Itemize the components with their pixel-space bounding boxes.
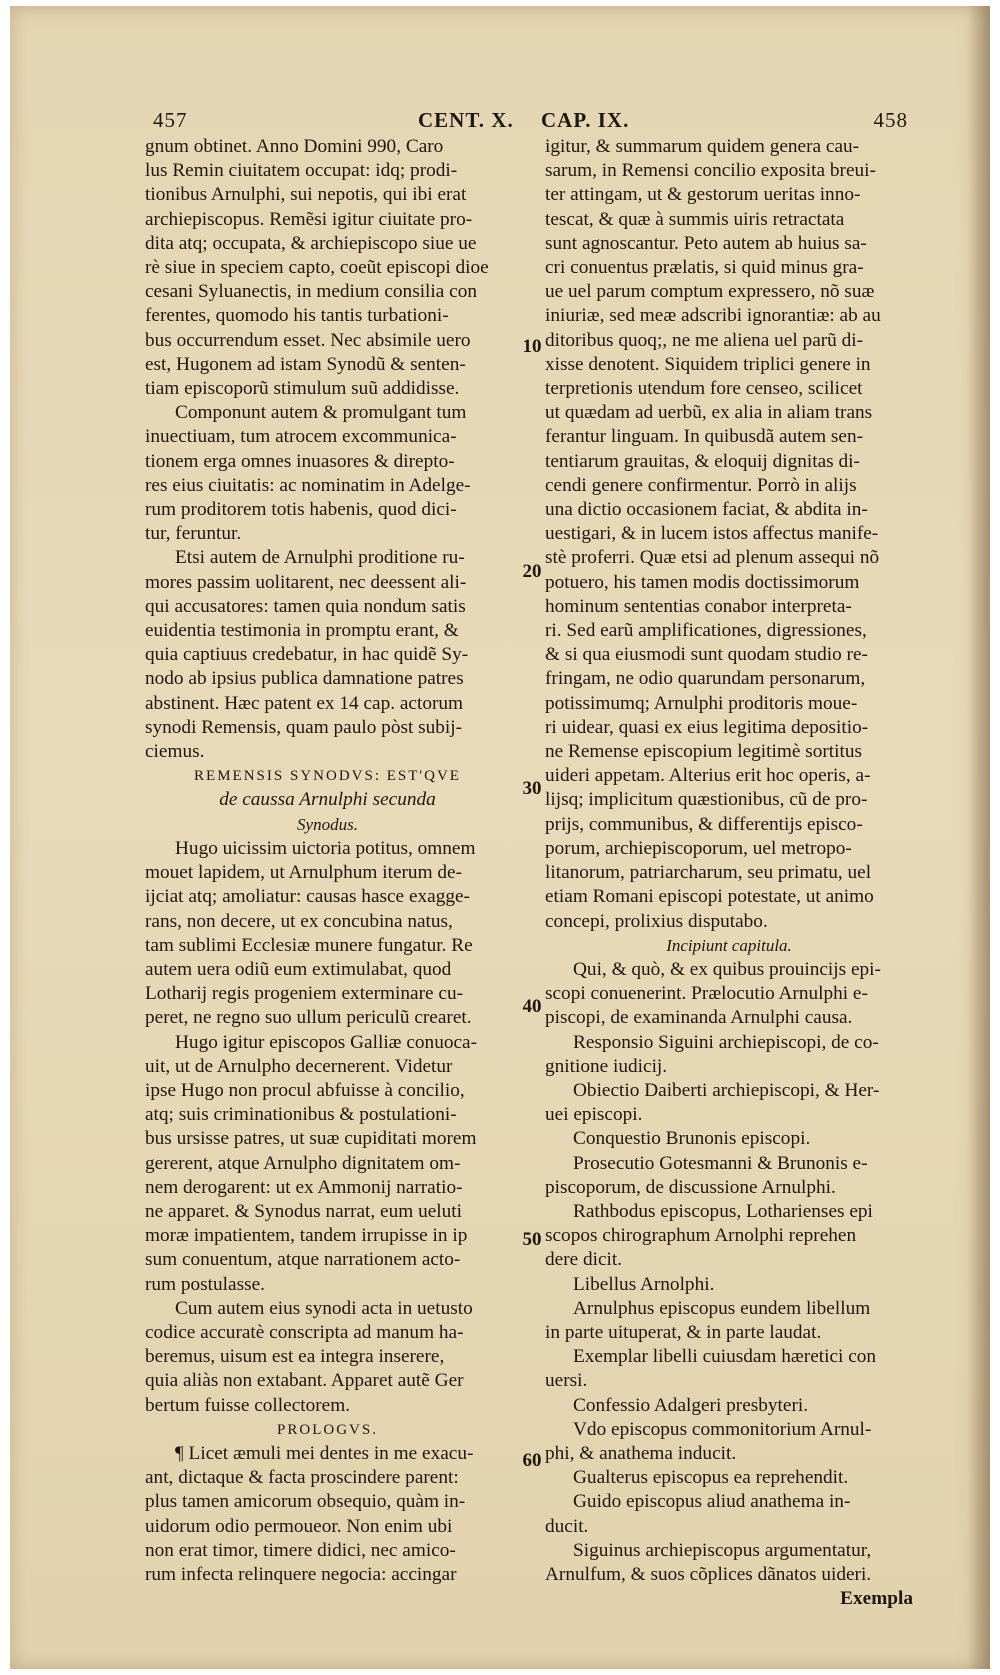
text-line: euidentia testimonia in promptu erant, & bbox=[145, 620, 459, 642]
text-line: uideri appetam. Alterius erit hoc operis, a- bbox=[545, 765, 871, 787]
text-line: & si qua eiusmodi sunt quodam studio re- bbox=[545, 644, 868, 666]
text-line: potissimumq; Arnulphi proditoris moue- bbox=[545, 692, 858, 714]
text-line: xisse denotent. Siquidem triplici genere in bbox=[545, 353, 871, 375]
text-line: ferantur linguam. In quibusdã autem sen- bbox=[545, 426, 864, 448]
text-line: lus Remin ciuitatem occupat: idq; prodi- bbox=[145, 160, 458, 182]
text-line: porum, archiepiscoporum, uel metropo- bbox=[545, 837, 852, 859]
text-line: tam sublimi Ecclesiæ munere fungatur. Re bbox=[145, 934, 473, 956]
text-line: Cum autem eius synodi acta in uetusto bbox=[175, 1297, 473, 1319]
chapter-entry: uei episcopi. bbox=[545, 1104, 643, 1126]
text-line: Etsi autem de Arnulphi proditione ru- bbox=[175, 547, 465, 569]
line-number: 40 bbox=[522, 996, 542, 1017]
chapter-entry: Siguinus archiepiscopus argumentatur, bbox=[573, 1539, 872, 1561]
chapter-entry: piscopi, de examinanda Arnulphi causa. bbox=[545, 1007, 853, 1029]
chapter-entry: scopos chirographum Arnolphi reprehen bbox=[545, 1225, 857, 1247]
text-line: tur, feruntur. bbox=[145, 523, 242, 545]
chapter-entry: Exemplar libelli cuiusdam hæretici con bbox=[573, 1346, 877, 1368]
chapter-entry: Arnulphus episcopus eundem libellum bbox=[573, 1297, 871, 1319]
right-column bbox=[545, 135, 913, 1611]
header-title-right: CAP. IX. bbox=[541, 108, 630, 132]
text-line: stè proferri. Quæ etsi ad plenum assequi nõ bbox=[545, 547, 880, 569]
text-line: Lotharij regis progeniem exterminare cu- bbox=[145, 983, 464, 1005]
text-line: cri conuentus prælatis, si quid minus gra- bbox=[545, 257, 864, 279]
text-line: quia aliàs non extabant. Apparet autẽ Ger bbox=[145, 1370, 464, 1392]
text-line: ne apparet. & Synodus narrat, eum ueluti bbox=[145, 1200, 462, 1222]
text-line: ditoribus quoq;, ne me aliena uel parũ di- bbox=[545, 329, 864, 351]
text-line: bertum fuisse collectorem. bbox=[145, 1394, 351, 1416]
text-line: uidorum odio permoueor. Non enim ubi bbox=[145, 1515, 453, 1537]
text-line: concepi, prolixius disputabo. bbox=[545, 910, 768, 932]
text-line: rum postulasse. bbox=[145, 1273, 265, 1295]
text-line: mores passim uolitarent, nec deessent ali- bbox=[145, 571, 467, 593]
text-line: ijciat atq; amoliatur: causas hasce exagge- bbox=[145, 886, 470, 908]
text-line: quia captiuus credebatur, in hac quidẽ Sy- bbox=[145, 644, 469, 666]
text-line: plus tamen amicorum obsequio, quàm in- bbox=[145, 1491, 466, 1513]
text-line: Hugo igitur episcopos Galliæ conuoca- bbox=[175, 1031, 478, 1053]
chapter-entry: Gualterus episcopus ea reprehendit. bbox=[573, 1467, 849, 1489]
text-line: igitur, & summarum quidem genera cau- bbox=[545, 136, 860, 157]
chapter-entry: Arnulfum, & suos cõplices dãnatos uideri. bbox=[545, 1563, 872, 1585]
chapter-entry: phi, & anathema inducit. bbox=[545, 1442, 737, 1464]
section-heading: REMENSIS SYNODVS: EST'QVE bbox=[194, 768, 461, 785]
text-line: tiam episcoporũ stimulum suũ addidisse. bbox=[145, 378, 460, 400]
text-line: rè siue in speciem capto, coeũt episcopi dioe bbox=[145, 257, 489, 279]
text-line: bus ursisse patres, ut suæ cupiditati morem bbox=[145, 1128, 477, 1150]
text-line: rans, non decere, ut ex concubina natus, bbox=[145, 910, 453, 932]
text-line: cendi genere confirmentur. Porrò in alijs bbox=[545, 474, 857, 496]
text-line: bus occurrendum esset. Nec absimile uero bbox=[145, 329, 471, 351]
text-line: beremus, uisum est ea integra inserere, bbox=[145, 1346, 445, 1368]
running-header bbox=[148, 108, 908, 136]
text-line: litanorum, patriarcharum, seu primatu, uel bbox=[545, 862, 872, 884]
text-line: ciemus. bbox=[145, 741, 205, 763]
text-line: tentiarum grauitas, & eloquij dignitas di- bbox=[545, 450, 860, 472]
text-line: qui accusatores: tamen quia nondum satis bbox=[145, 595, 466, 617]
text-line: cesani Syluanectis, in medium consilia con bbox=[145, 281, 477, 303]
line-number: 50 bbox=[522, 1229, 542, 1250]
text-line: una dictio occasionem faciat, & abdita in- bbox=[545, 499, 868, 521]
text-line: Componunt autem & promulgant tum bbox=[175, 402, 467, 424]
chapter-entry: Responsio Siguini archiepiscopi, de co- bbox=[573, 1031, 879, 1053]
text-line: ri uidear, quasi ex eius legitima depositio- bbox=[545, 716, 869, 738]
text-line: etiam Romani episcopi potestate, ut animo bbox=[545, 886, 874, 908]
text-line: ri. Sed earũ amplificationes, digressiones, bbox=[545, 620, 867, 642]
text-line: non erat timor, timere didici, nec amico- bbox=[145, 1539, 456, 1561]
chapter-entry: Conquestio Brunonis episcopi. bbox=[573, 1128, 811, 1150]
page-number-right: 458 bbox=[873, 108, 908, 132]
text-line: ¶ Licet æmuli mei dentes in me exacu- bbox=[175, 1442, 474, 1464]
chapter-entry: scopi conuenerint. Prælocutio Arnulphi e- bbox=[545, 983, 868, 1005]
text-line: autem uera odiũ eum extimulabat, quod bbox=[145, 958, 452, 980]
text-line: gererent, atque Arnulpho dignitatem om- bbox=[145, 1152, 461, 1174]
text-line: tionem erga omnes inuasores & direpto- bbox=[145, 450, 455, 472]
text-line: ferentes, quomodo his tantis turbationi- bbox=[145, 305, 449, 327]
chapter-entry: uersi. bbox=[545, 1370, 588, 1392]
line-number: 20 bbox=[522, 561, 542, 582]
chapter-entry: in parte uituperat, & in parte laudat. bbox=[545, 1321, 822, 1343]
text-line: tescat, & quæ à summis uiris retractata bbox=[545, 208, 845, 230]
text-line: ut quædam ad uerbũ, ex alia in aliam trans bbox=[545, 402, 873, 424]
text-line: peret, ne regno suo ullum periculũ crearet. bbox=[145, 1007, 472, 1029]
text-line: uestigari, & in lucem istos affectus manife- bbox=[545, 523, 879, 545]
text-line: Hugo uicissim uictoria potitus, omnem bbox=[175, 837, 476, 859]
text-line: res eius ciuitatis: ac nominatim in Adelge- bbox=[145, 474, 471, 496]
text-line: rum proditorem totis habenis, quod dici- bbox=[145, 499, 457, 521]
text-line: abstinent. Hæc patent ex 14 cap. actorum bbox=[145, 692, 464, 714]
text-line: ant, dictaque & facta proscindere parent: bbox=[145, 1467, 459, 1489]
text-line: lijsq; implicitum quæstionibus, cũ de pro- bbox=[545, 789, 868, 811]
text-line: nem derogarent: ut ex Ammonij narratio- bbox=[145, 1176, 463, 1198]
text-line: dita atq; occupata, & archiepiscopo siue ue bbox=[145, 232, 477, 254]
chapter-entry: Guido episcopus aliud anathema in- bbox=[573, 1491, 851, 1513]
line-number: 30 bbox=[522, 778, 542, 799]
text-line: est, Hugonem ad istam Synodũ & senten- bbox=[145, 353, 466, 375]
text-line: iniuriæ, sed meæ adscribi ignorantiæ: ab au bbox=[545, 305, 881, 327]
chapter-entry: Confessio Adalgeri presbyteri. bbox=[573, 1394, 809, 1416]
chapter-entry: dere dicit. bbox=[545, 1249, 623, 1271]
text-line: gnum obtinet. Anno Domini 990, Caro bbox=[145, 136, 444, 157]
line-number: 60 bbox=[522, 1450, 542, 1471]
prologus-heading: PROLOGVS. bbox=[277, 1421, 378, 1438]
text-line: sunt agnoscantur. Peto autem ab huius sa- bbox=[545, 232, 867, 254]
text-line: fringam, ne odio quarundam personarum, bbox=[545, 668, 866, 690]
text-line: tionibus Arnulphi, sui nepotis, qui ibi erat bbox=[145, 184, 467, 206]
text-line: synodi Remensis, quam paulo pòst subij- bbox=[145, 716, 463, 738]
section-subheading: Synodus. bbox=[297, 814, 358, 834]
header-title-left: CENT. X. bbox=[418, 108, 514, 132]
text-line: inuectiuam, tum atrocem excommunica- bbox=[145, 426, 457, 448]
catchword: Exempla bbox=[840, 1588, 913, 1610]
chapter-entry: Qui, & quò, & ex quibus prouincijs epi- bbox=[573, 958, 881, 980]
left-column bbox=[145, 135, 510, 1587]
capitula-heading: Incipiunt capitula. bbox=[666, 935, 792, 955]
text-line: codice accuratè conscripta ad manum ha- bbox=[145, 1321, 464, 1343]
chapter-entry: Vdo episcopus commonitorium Arnul- bbox=[573, 1418, 872, 1440]
text-line: mouet lapidem, ut Arnulphum iterum de- bbox=[145, 862, 463, 884]
text-line: ter attingam, ut & gestorum ueritas inno- bbox=[545, 184, 861, 206]
text-line: rum infecta relinquere negocia: accingar bbox=[145, 1563, 457, 1585]
text-line: prijs, communibus, & differentijs episco- bbox=[545, 813, 863, 835]
text-line: terpretionis utendum fore censeo, scilicet bbox=[545, 378, 863, 400]
text-line: uit, ut de Arnulpho decernerent. Videtur bbox=[145, 1055, 453, 1077]
chapter-entry: Rathbodus episcopus, Lotharienses epi bbox=[573, 1200, 873, 1222]
text-line: archiepiscopus. Remẽsi igitur ciuitate pro- bbox=[145, 208, 473, 230]
chapter-entry: Prosecutio Gotesmanni & Brunonis e- bbox=[573, 1152, 868, 1174]
line-number: 10 bbox=[522, 336, 542, 357]
section-subheading: de caussa Arnulphi secunda bbox=[219, 789, 436, 811]
chapter-entry: piscoporum, de discussione Arnulphi. bbox=[545, 1176, 836, 1198]
page-number-left: 457 bbox=[153, 108, 188, 132]
text-line: ne Remense episcopium legitimè sortitus bbox=[545, 741, 863, 763]
text-line: moræ impatientem, tandem irrupisse in ip bbox=[145, 1225, 468, 1247]
chapter-entry: Libellus Arnolphi. bbox=[573, 1273, 715, 1295]
chapter-entry: gnitione iudicij. bbox=[545, 1055, 668, 1077]
text-line: ipse Hugo non procul abfuisse à concilio, bbox=[145, 1079, 465, 1101]
text-line: hominum sententias conabor interpreta- bbox=[545, 595, 852, 617]
chapter-entry: ducit. bbox=[545, 1515, 589, 1537]
text-line: ue uel parum comptum expressero, nõ suæ bbox=[545, 281, 875, 303]
text-line: sum conuentum, atque narrationem acto- bbox=[145, 1249, 461, 1271]
text-line: potuero, his tamen modis doctissimorum bbox=[545, 571, 860, 593]
page-edge-shadow bbox=[968, 6, 990, 1669]
chapter-entry: Obiectio Daiberti archiepiscopi, & Her- bbox=[573, 1079, 880, 1101]
text-line: sarum, in Remensi concilio exposita breui- bbox=[545, 160, 876, 182]
text-line: atq; suis criminationibus & postulationi- bbox=[145, 1104, 457, 1126]
text-line: nodo ab ipsius publica damnatione patres bbox=[145, 668, 464, 690]
